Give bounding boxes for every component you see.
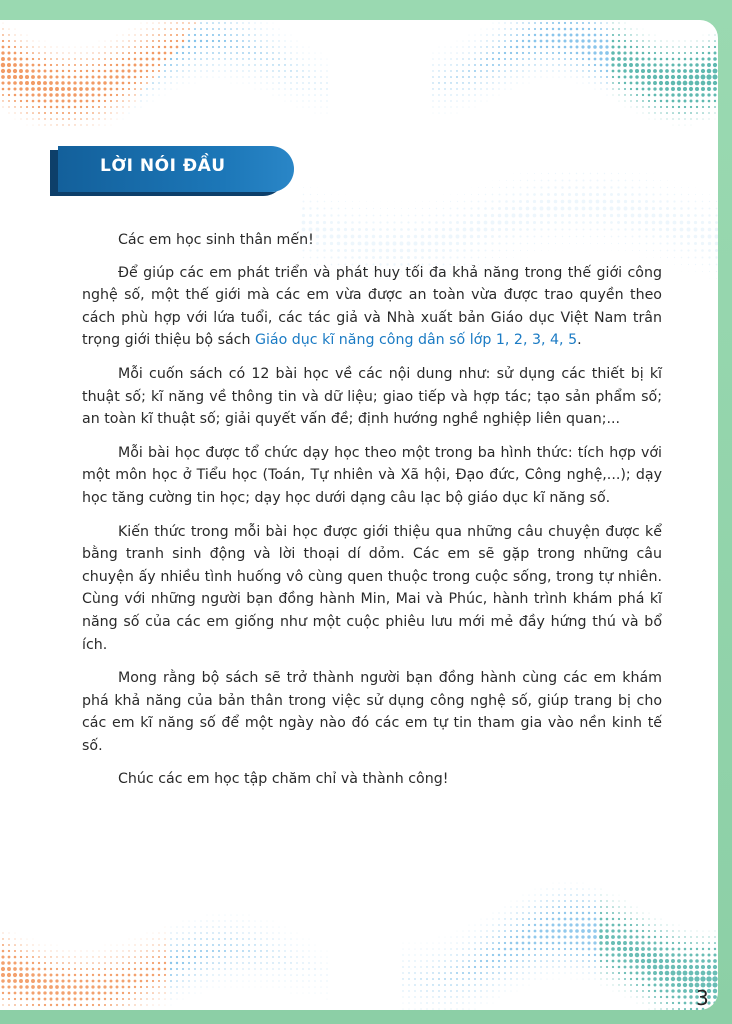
paragraph-contents: Mỗi cuốn sách có 12 bài học về các nội dung như: sử dụng các thiết bị kĩ thuật số; kĩ năng về thông tin và dữ liệu; giao tiếp và hợp tác; tạo sản phẩm số; an toàn kĩ thuật số; giải quyết vấn đề; định hướng nghề nghiệp liên quan;... xyxy=(82,365,662,428)
greeting: Các em học sinh thân mến! xyxy=(118,232,314,248)
paragraph-format: Mỗi bài học được tổ chức dạy học theo một trong ba hình thức: tích hợp với một môn học ở Tiểu học (Toán, Tự nhiên và Xã hội, Đạo đức, Công nghệ,...); dạy học tăng cường tin học; dạy học dưới dạng câu lạc bộ giáo dục kĩ năng số. xyxy=(82,444,662,506)
page-title: LỜI NÓI ĐẦU xyxy=(100,156,226,176)
paragraph-hope: Mong rằng bộ sách sẽ trở thành người bạn đồng hành cùng các em khám phá khả năng của bản thân trong việc sử dụng công nghệ số, giúp trang bị cho các em kĩ năng số để một ngày nào đó các em tự tin tham gia vào nền kinh tế số. xyxy=(82,670,662,754)
dot-pattern-bottom-left xyxy=(0,900,330,1010)
dot-pattern-top-left xyxy=(0,20,330,130)
paragraph-intro-end: . xyxy=(577,332,582,349)
paragraph-stories: Kiến thức trong mỗi bài học được giới thiệu qua những câu chuyện được kể bằng tranh sinh động và lời thoại dí dỏm. Các em sẽ gặp trong những câu chuyện ấy nhiều tình huống vô cùng quen thuộc trong cuộc sống, trong tự nhiên. Cùng với những người bạn đồng hành Min, Mai và Phúc, hành trình khám phá kĩ năng số của các em giống như một cuộc phiêu lưu mới mẻ đầy hứng thú và bổ ích. xyxy=(82,523,662,653)
paragraph-intro xyxy=(82,262,662,352)
page-number: 3 xyxy=(696,986,709,1010)
paragraph-intro-text: Để giúp các em phát triển và phát huy tối đa khả năng trong thế giới công nghệ số, một thế giới mà các em vừa được an toàn vừa được trao quyền theo cách phù hợp với lứa tuổi, các tác giả và Nhà xuất bản Giáo dục Việt Nam trân trọng giới thiệu bộ sách xyxy=(82,264,662,349)
book-series-title: Giáo dục kĩ năng công dân số lớp 1, 2, 3, 4, 5 xyxy=(254,332,578,349)
dot-pattern-top-right xyxy=(430,20,718,130)
dot-pattern-bottom-right xyxy=(400,880,718,1010)
foreword-body xyxy=(82,229,662,802)
paragraph-wish: Chúc các em học tập chăm chỉ và thành công! xyxy=(118,771,449,788)
